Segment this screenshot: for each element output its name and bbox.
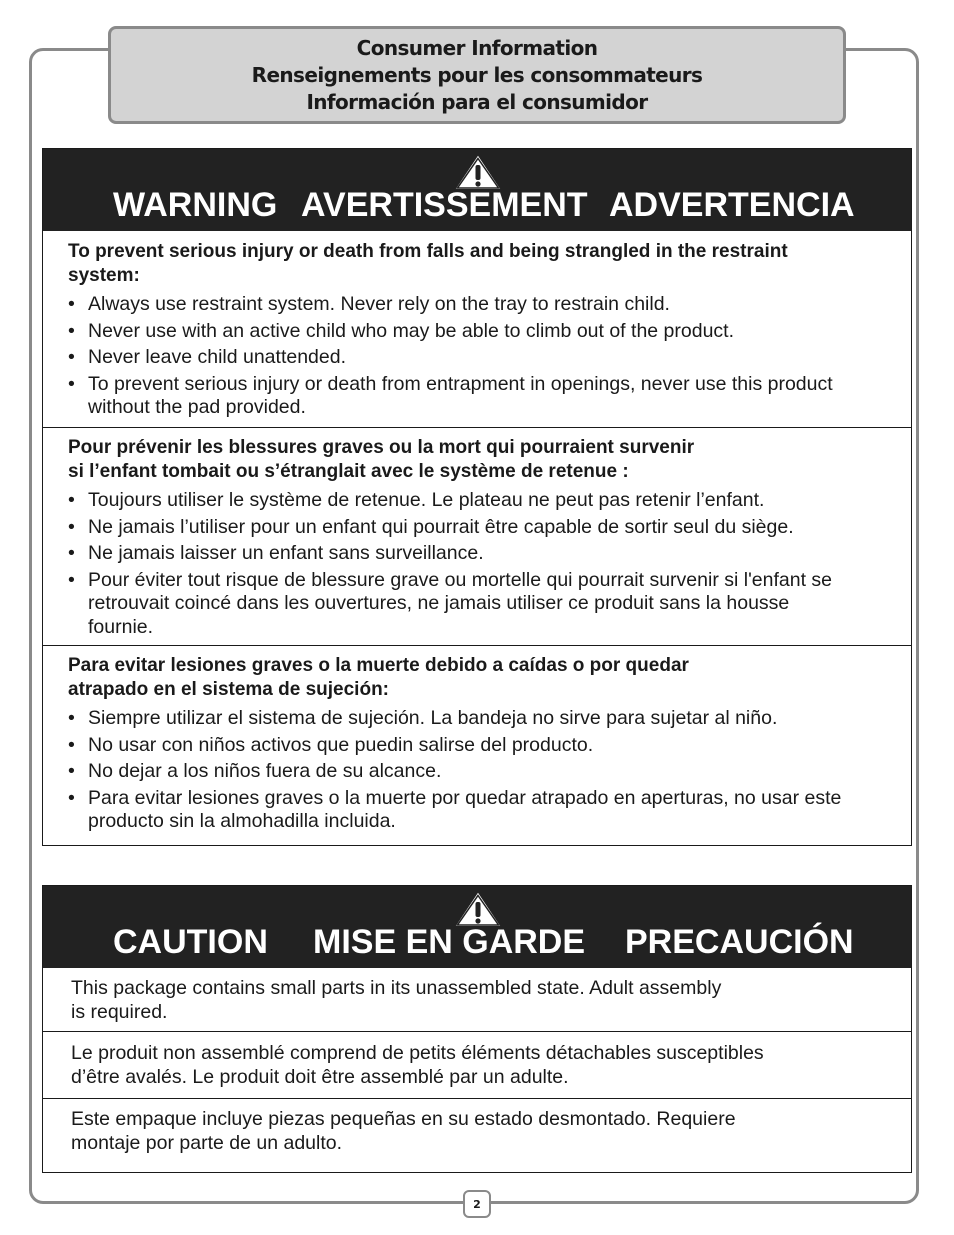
list-item: • Toujours utiliser le système de retenue. Le plateau ne peut pas retenir l’enfant. — [68, 489, 901, 513]
warning-block-es — [43, 645, 911, 845]
warning-en-lead: To prevent serious injury or death from falls and being strangled in the restraint system: — [68, 241, 788, 286]
warning-block-fr — [43, 427, 911, 645]
warning-section — [42, 148, 912, 846]
consumer-header-en: Consumer Information — [356, 36, 598, 60]
list-item: • Siempre utilizar el sistema de sujeción. La bandeja no sirve para sujetar al niño. — [68, 707, 901, 731]
warning-en-bullets — [68, 293, 901, 420]
warning-fr-bullets — [68, 489, 901, 639]
caution-section — [42, 885, 912, 1173]
warning-fr-lead-line2: si l’enfant tombait ou s’étranglait avec le système de retenue : — [68, 461, 629, 482]
warning-fr-lead — [68, 436, 901, 486]
warning-title-es: ADVERTENCIA — [609, 186, 855, 224]
list-item: • Never use with an active child who may be able to climb out of the product. — [68, 320, 901, 344]
caution-block-fr — [43, 1031, 911, 1098]
caution-fr-text — [71, 1042, 901, 1089]
warning-header-bar — [43, 149, 911, 231]
page-number: 2 — [463, 1190, 491, 1218]
caution-en-text — [71, 977, 901, 1024]
caution-fr-line1: Le produit non assemblé comprend de petits éléments détachables susceptibles — [71, 1042, 764, 1064]
consumer-information-header — [108, 26, 846, 124]
list-item: • Ne jamais l’utiliser pour un enfant qui pourrait être capable de sortir seul du siège. — [68, 516, 901, 540]
caution-en-line2: is required. — [71, 1000, 168, 1023]
caution-fr-line2: d’être avalés. Le produit doit être assemblé par un adulte. — [71, 1065, 569, 1088]
list-item: • To prevent serious injury or death from entrapment in openings, never use this product without the pad provided. — [68, 373, 858, 420]
caution-block-en — [43, 968, 911, 1031]
warning-block-en — [43, 231, 911, 427]
warning-title-fr: AVERTISSEMENT — [301, 186, 588, 224]
caution-header-bar — [43, 886, 911, 968]
caution-block-es — [43, 1098, 911, 1171]
list-item: • Pour éviter tout risque de blessure grave ou mortelle qui pourrait survenir si l'enfant se retrouvait coincé dans les ouvertures, ne jamais utiliser ce produit sans la housse fournie. — [68, 569, 838, 640]
consumer-header-fr: Renseignements pour les consommateurs — [251, 63, 703, 87]
list-item: • Para evitar lesiones graves o la muerte por quedar atrapado en aperturas, no usar este producto sin la almohadilla incluida. — [68, 787, 898, 834]
consumer-header-es: Información para el consumidor — [306, 90, 648, 114]
caution-en-line1: This package contains small parts in its unassembled state. Adult assembly — [71, 977, 722, 999]
caution-es-line1: Este empaque incluye piezas pequeñas en su estado desmontado. Requiere — [71, 1108, 736, 1130]
caution-es-text — [71, 1108, 901, 1155]
list-item: • Always use restraint system. Never rely on the tray to restrain child. — [68, 293, 901, 317]
caution-title-en: CAUTION — [113, 923, 268, 961]
warning-es-bullets — [68, 707, 901, 834]
warning-title-en: WARNING — [113, 186, 278, 224]
caution-title-fr: MISE EN GARDE — [313, 923, 586, 961]
warning-fr-lead-line1: Pour prévenir les blessures graves ou la mort qui pourraient survenir — [68, 437, 695, 458]
list-item: • Ne jamais laisser un enfant sans surveillance. — [68, 542, 901, 566]
warning-es-lead — [68, 654, 901, 704]
caution-es-line2: montaje por parte de un adulto. — [71, 1131, 343, 1154]
warning-es-lead-line1: Para evitar lesiones graves o la muerte debido a caídas o por quedar — [68, 655, 689, 676]
list-item: • No usar con niños activos que puedin salirse del producto. — [68, 734, 901, 758]
list-item: • Never leave child unattended. — [68, 346, 901, 370]
warning-es-lead-line2: atrapado en el sistema de sujeción: — [68, 679, 389, 700]
caution-title-es: PRECAUCIÓN — [625, 923, 854, 961]
list-item: • No dejar a los niños fuera de su alcance. — [68, 760, 901, 784]
